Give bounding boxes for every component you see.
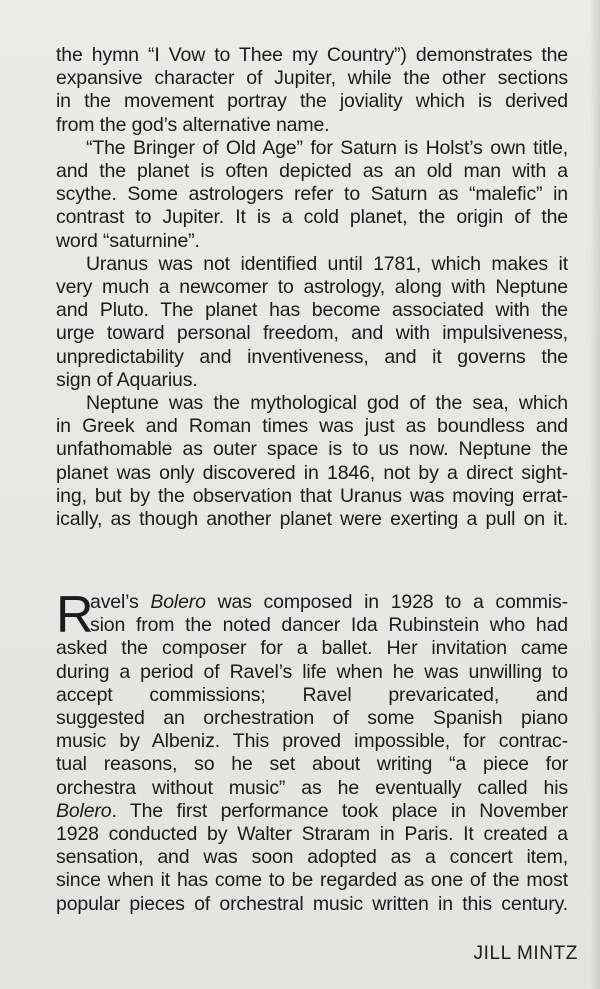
text-line: popular pieces of orchestral music written in this century. <box>56 892 568 915</box>
text-line: suggested an orchestration of some Spanish piano <box>56 707 568 730</box>
text-fragment: was composed in 1928 to a commis- <box>205 591 568 613</box>
text-line: ing, but by the observation that Uranus was moving errat- <box>56 484 568 507</box>
text-line: and Pluto. The planet has become associated with the <box>56 299 568 322</box>
text-line: during a period of Ravel’s life when he was unwilling to <box>56 660 568 683</box>
author-signature: JILL MINTZ <box>473 943 578 964</box>
text-line: orchestra without music” as he eventually called his <box>56 776 568 799</box>
text-line: word “saturnine”. <box>56 229 200 252</box>
text-line: unfathomable as outer space is to us now. Neptune the <box>56 438 568 461</box>
text-fragment: avel’s <box>90 591 151 613</box>
bolero-title-line <box>56 800 568 823</box>
text-line: contrast to Jupiter. It is a cold planet, the origin of the <box>56 206 568 229</box>
text-line: ically, as though another planet were exerting a pull on it. <box>56 508 568 531</box>
text-line: since when it has come to be regarded as one of the most <box>56 869 568 892</box>
drop-cap-letter: R <box>56 586 94 644</box>
text-line: planet was only discovered in 1846, not by a direct sight- <box>56 461 568 484</box>
text-line: scythe. Some astrologers refer to Saturn as “malefic” in <box>56 183 568 206</box>
bolero-title-italic: Bolero <box>150 591 206 613</box>
text-line: tual reasons, so he set about writing “a piece for <box>56 753 568 776</box>
text-line: asked the composer for a ballet. Her invitation came <box>56 637 568 660</box>
text-line: unpredictability and inventiveness, and it governs the <box>56 345 568 368</box>
bolero-title-italic: Bolero <box>56 799 112 822</box>
text-line: expansive character of Jupiter, while the other sections <box>56 67 568 90</box>
text-line: 1928 conducted by Walter Straram in Paris. It created a <box>56 823 568 846</box>
text-line: urge toward personal freedom, and with impulsiveness, <box>56 322 568 345</box>
text-line: in the movement portray the joviality which is derived <box>56 90 568 113</box>
neptune-paragraph-start: Neptune was the mythological god of the sea, which <box>86 392 568 415</box>
page-edge-shadow <box>590 0 600 989</box>
text-line: sensation, and was soon adopted as a concert item, <box>56 846 568 869</box>
text-line: music by Albeniz. This proved impossible, for contrac- <box>56 730 568 753</box>
text-line: and the planet is often depicted as an old man with a <box>56 160 568 183</box>
text-line: very much a newcomer to astrology, along with Neptune <box>56 276 568 299</box>
text-line: sion from the noted dancer Ida Rubinstein who had <box>90 614 568 637</box>
uranus-paragraph-start: Uranus was not identified until 1781, which makes it <box>86 252 568 275</box>
text-line: in Greek and Roman times was just as boundless and <box>56 415 568 438</box>
text-fragment: . The first performance took place in November <box>111 799 568 822</box>
text-line: the hymn “I Vow to Thee my Country”) demonstrates the <box>56 44 568 66</box>
text-line: from the god’s alternative name. <box>56 113 330 136</box>
saturn-paragraph-start: “The Bringer of Old Age” for Saturn is Holst’s own title, <box>86 136 568 159</box>
text-line: accept commissions; Ravel prevaricated, and <box>56 683 568 706</box>
planets-text-section <box>56 44 568 531</box>
text-line: sign of Aquarius. <box>56 368 198 391</box>
bolero-first-line <box>56 591 568 614</box>
bolero-text-section <box>56 586 568 916</box>
